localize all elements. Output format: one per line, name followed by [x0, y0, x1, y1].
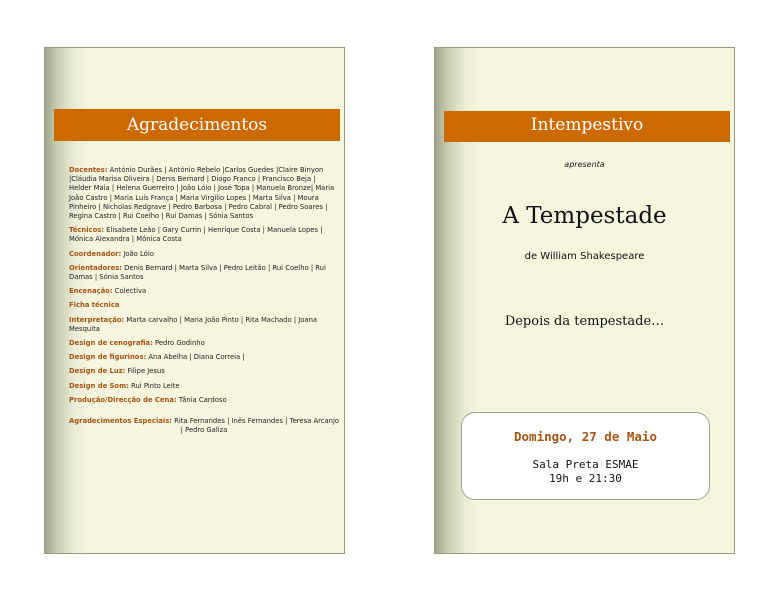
credit-entry [69, 353, 339, 362]
credit-entry [69, 316, 339, 334]
credit-label: Design de Som: [69, 381, 129, 390]
special-thanks-text: Rita Fernandes | Inês Fernandes | Teresa Arcanjo | Pedro Galiza [171, 417, 339, 435]
credit-text: Colectiva [112, 287, 147, 296]
credit-label: Coordenador: [69, 249, 122, 258]
event-info-box [461, 412, 710, 500]
credit-entry [69, 166, 339, 221]
credit-entry [69, 287, 339, 296]
play-subtitle: Depois da tempestade… [504, 314, 665, 329]
credit-label: Produção/Direcção de Cena: [69, 395, 177, 404]
credit-text: Pedro Godinho [152, 339, 205, 348]
credits-list [69, 166, 339, 440]
credit-text: António Durães | António Rebelo |Carlos Guedes |Claire Binyon |Cláudia Marisa Oliveira | Denis Bernard | Diogo Franco | Francisco Beja | Helder Maia | Helena Guerreiro | João Lóio | José Topa | Manuela Bronze| Maria João Castro | Maria Luís França | Maria Virgílio Lopes | Marta Silva | Moura Pinheiro | Nicholas Redgrave | Pedro Barbosa | Pedro Cabral | Pedro Soares | Regina Castro | Rui Coelho | Rui Damas | Sónia Santos [69, 166, 335, 221]
acknowledgements-banner: Agradecimentos [54, 109, 340, 141]
credit-text: Rui Pinto Leite [128, 381, 180, 390]
credit-label: Docentes: [69, 166, 108, 174]
play-title: A Tempestade [502, 203, 667, 229]
credit-entry [69, 250, 339, 259]
credit-entry [69, 301, 339, 310]
event-times: 19h e 21:30 [549, 472, 622, 485]
event-date: Domingo, 27 de Maio [514, 429, 657, 444]
credit-text: Marta carvalho | Maria João Pinto | Rita Machado | Joana Mesquita [69, 315, 318, 333]
cover-panel [434, 47, 735, 554]
credit-text: Elisabete Leão | Gary Currin | Henrique Costa | Manuela Lopes | Mónica Alexandra | Mónica Costa [69, 226, 323, 244]
credit-text: João Lóio [121, 249, 154, 258]
credit-text: Filipe Jesus [125, 367, 165, 376]
credit-entry [69, 396, 339, 405]
credit-entry [69, 264, 339, 282]
special-thanks-label: Agradecimentos Especiais: [69, 417, 172, 426]
credit-label: Orientadores: [69, 263, 123, 272]
credits-panel [44, 47, 345, 554]
credit-entry [69, 339, 339, 348]
credit-label: Interpretação: [69, 315, 125, 324]
company-banner: Intempestivo [444, 111, 730, 142]
credit-label: Encenação: [69, 287, 113, 296]
event-venue-block [462, 458, 709, 486]
credit-entry [69, 367, 339, 376]
credit-label: Design de Luz: [69, 367, 126, 376]
credit-label: Design de figurinos: [69, 353, 147, 362]
credit-label: Técnicos: [69, 226, 105, 235]
play-author: de William Shakespeare [524, 251, 645, 262]
credit-text: Tânia Cardoso [176, 395, 227, 404]
event-venue: Sala Preta ESMAE [532, 458, 639, 471]
credit-entry [69, 382, 339, 391]
credit-text: Denis Bernard | Marta Silva | Pedro Leitão | Rui Coelho | Rui Damas | Sónia Santos [69, 263, 326, 282]
special-thanks [69, 417, 339, 435]
presents-text: apresenta [564, 160, 605, 169]
credit-entry [69, 226, 339, 244]
credit-label: Design de cenografia: [69, 339, 153, 348]
credit-label: Ficha técnica [69, 301, 120, 310]
credit-text: Ana Abelha | Diana Correia | [146, 353, 245, 362]
